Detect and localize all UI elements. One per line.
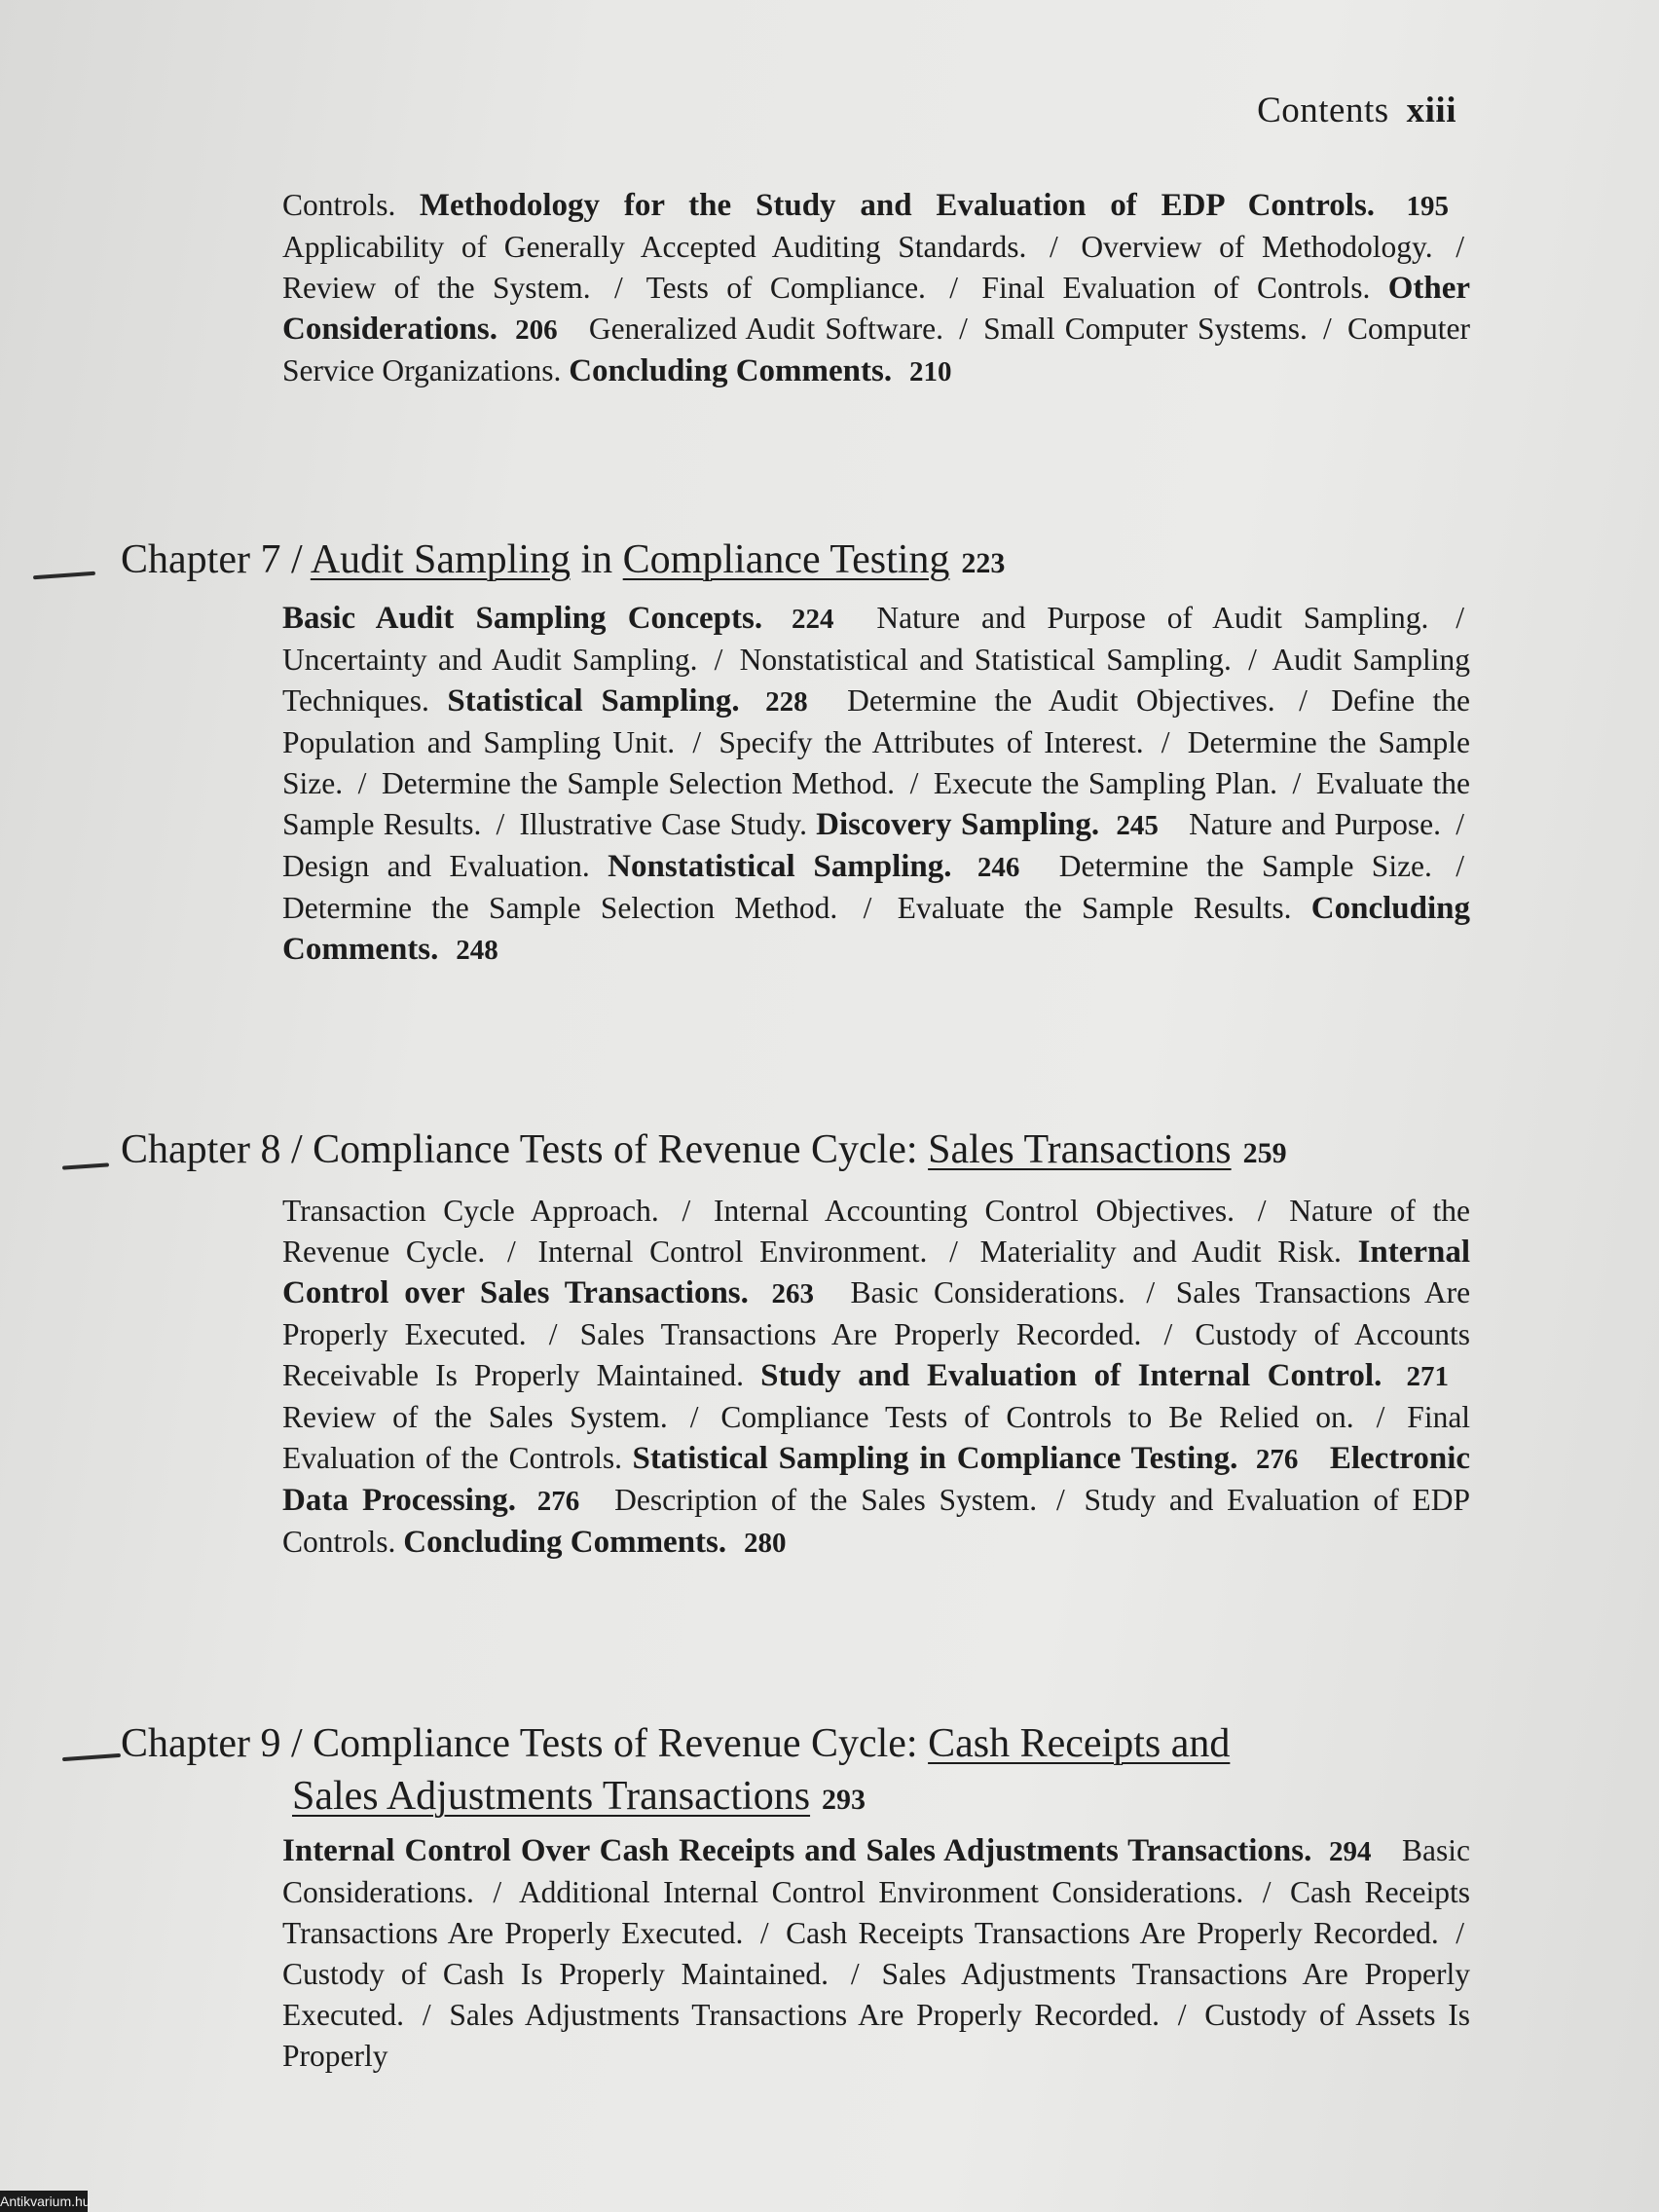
chapter-9-contents xyxy=(282,1830,1470,2077)
topic-entry: Uncertainty and Audit Sampling. xyxy=(282,643,698,677)
entry-separator: / xyxy=(1456,1916,1464,1950)
running-head-page-number: xiii xyxy=(1406,91,1456,130)
page-number: 263 xyxy=(771,1278,814,1309)
section-heading: Statistical Sampling in Compliance Testing. xyxy=(632,1441,1238,1476)
entry-separator: / xyxy=(506,1235,516,1269)
topic-entry: Determine the Sample Size. xyxy=(282,725,1471,800)
chapter-title-part: in xyxy=(571,537,623,582)
chapter-title-part: Audit Sampling xyxy=(310,537,571,582)
topic-entry: Sales Adjustments Transactions Are Properly Recorded. xyxy=(449,1998,1160,2032)
chapter-label: Chapter 9 xyxy=(121,1721,281,1766)
entry-separator: / xyxy=(422,1998,431,2032)
topic-entry: Sales Transactions Are Properly Recorded. xyxy=(579,1317,1142,1351)
topic-entry: Transaction Cycle Approach. xyxy=(282,1194,659,1228)
section-heading: Internal Control over Sales Transactions. xyxy=(282,1235,1471,1310)
section-heading: Basic Audit Sampling Concepts. xyxy=(282,601,763,636)
topic-entry: Basic Considerations. xyxy=(282,1833,1471,1909)
topic-entry: Define the Population and Sampling Unit. xyxy=(282,683,1471,759)
running-head-title: Contents xyxy=(1257,91,1389,130)
entry-separator: / xyxy=(1456,849,1465,883)
topic-entry: Illustrative Case Study. xyxy=(519,807,807,841)
section-heading: Statistical Sampling. xyxy=(447,683,740,719)
entry-separator: / xyxy=(1456,230,1464,264)
topic-entry: Custody of Assets Is Properly xyxy=(282,1998,1471,2073)
chapter-title-part: Compliance Tests of Revenue Cycle: xyxy=(313,1721,929,1766)
entry-separator: / xyxy=(1049,230,1058,264)
topic-entry: Determine the Sample Size. xyxy=(1058,849,1432,883)
watermark: Antikvarium.hu xyxy=(0,2191,88,2212)
topic-entry: Design and Evaluation. xyxy=(282,849,590,883)
topic-entry: Final Evaluation of Controls. xyxy=(981,271,1371,305)
page-number: 276 xyxy=(1255,1444,1299,1475)
entry-separator: / xyxy=(496,807,505,841)
topic-entry: Cash Receipts Transactions Are Properly Recorded. xyxy=(786,1916,1439,1950)
section-heading: Internal Control Over Cash Receipts and Sales Adjustments Transactions. xyxy=(282,1833,1312,1868)
section-heading: Discovery Sampling. xyxy=(816,807,1100,842)
entry-separator: / xyxy=(909,766,919,800)
topic-entry: Description of the Sales System. xyxy=(614,1483,1038,1517)
topic-entry: Tests of Compliance. xyxy=(645,271,926,305)
topic-entry: Final Evaluation of the Controls. xyxy=(282,1400,1471,1475)
topic-entry: Computer Service Organizations. xyxy=(282,312,1470,387)
topic-entry: Review of the System. xyxy=(282,271,591,305)
section-heading: Concluding Comments. xyxy=(282,891,1471,967)
chapter-title-part: Compliance Testing xyxy=(622,537,950,582)
chapter-9-heading xyxy=(121,1717,1484,1826)
entry-separator: / xyxy=(493,1875,502,1909)
topic-entry: Materiality and Audit Risk. xyxy=(979,1235,1342,1269)
chapter-label: Chapter 8 xyxy=(121,1127,281,1172)
page-number: 276 xyxy=(536,1486,580,1517)
chapter-title-part: Sales Transactions xyxy=(928,1127,1232,1172)
section-heading: Methodology for the Study and Evaluation of EDP Controls. xyxy=(419,188,1376,223)
page-number: 245 xyxy=(1116,810,1159,841)
topic-entry: Additional Internal Control Environment Considerations. xyxy=(518,1875,1244,1909)
entry-separator: / xyxy=(1146,1275,1156,1309)
pen-mark-chapter-9 xyxy=(62,1753,121,1761)
topic-entry: Study and Evaluation of EDP Controls. xyxy=(282,1483,1470,1559)
entry-separator: / xyxy=(682,1194,691,1228)
topic-entry: Controls. xyxy=(282,188,396,222)
entry-separator: / xyxy=(548,1317,558,1351)
page-number: 210 xyxy=(908,356,952,387)
topic-entry: Determine the Sample Selection Method. xyxy=(282,891,838,925)
topic-entry: Applicability of Generally Accepted Auditing Standards. xyxy=(282,230,1027,264)
entry-separator: / xyxy=(949,1235,958,1269)
page-number: 248 xyxy=(456,935,498,966)
entry-separator: / xyxy=(1257,1194,1267,1228)
topic-entry: Compliance Tests of Controls to Be Relied on. xyxy=(720,1400,1354,1434)
chapter-slash: / xyxy=(280,1127,313,1172)
entry-separator: / xyxy=(1323,312,1332,346)
entry-separator: / xyxy=(1161,725,1170,759)
chapter-page-number: 223 xyxy=(961,547,1006,579)
page-number: 224 xyxy=(792,604,834,635)
page-number: 294 xyxy=(1328,1836,1372,1867)
section-heading: Study and Evaluation of Internal Control. xyxy=(760,1358,1382,1393)
entry-separator: / xyxy=(863,891,872,925)
topic-entry: Determine the Sample Selection Method. xyxy=(381,766,896,800)
chapter-slash: / xyxy=(280,1721,313,1766)
entry-separator: / xyxy=(1456,807,1464,841)
chapter-page-number: 259 xyxy=(1242,1137,1287,1169)
chapter-8-contents xyxy=(282,1191,1470,1564)
entry-separator: / xyxy=(1248,643,1257,677)
running-head xyxy=(1257,90,1456,131)
topic-entry: Evaluate the Sample Results. xyxy=(282,766,1471,841)
topic-entry: Internal Accounting Control Objectives. xyxy=(713,1194,1235,1228)
entry-separator: / xyxy=(1456,601,1465,635)
topic-entry: Generalized Audit Software. xyxy=(588,312,943,346)
topic-entry: Nonstatistical and Statistical Sampling. xyxy=(739,643,1232,677)
topic-entry: Basic Considerations. xyxy=(850,1275,1125,1309)
chapter-page-number: 293 xyxy=(822,1784,866,1816)
entry-separator: / xyxy=(692,725,702,759)
chapter-title-line-2 xyxy=(121,1770,1484,1826)
entry-separator: / xyxy=(1177,1998,1187,2032)
topic-entry: Review of the Sales System. xyxy=(282,1400,668,1434)
topic-entry: Audit Sampling Techniques. xyxy=(282,643,1471,718)
topic-entry: Sales Adjustments Transactions Are Properly Executed. xyxy=(282,1957,1471,2032)
chapter-7-contents xyxy=(282,598,1470,971)
entry-separator: / xyxy=(614,271,623,305)
chapter-title-part: Compliance Tests of Revenue Cycle: xyxy=(313,1127,929,1172)
entry-separator: / xyxy=(1376,1400,1385,1434)
chapter-title-part: Cash Receipts and xyxy=(928,1721,1231,1766)
topic-entry: Custody of Cash Is Properly Maintained. xyxy=(282,1957,829,1991)
entry-separator: / xyxy=(1055,1483,1065,1517)
entry-separator: / xyxy=(850,1957,860,1991)
chapter-8-heading xyxy=(121,1124,1484,1180)
entry-separator: / xyxy=(759,1916,769,1950)
chapter-slash: / xyxy=(280,537,311,582)
section-heading: Concluding Comments. xyxy=(403,1525,727,1560)
entry-separator: / xyxy=(949,271,959,305)
topic-entry: Evaluate the Sample Results. xyxy=(897,891,1292,925)
topic-entry: Internal Control Environment. xyxy=(537,1235,928,1269)
entry-separator: / xyxy=(357,766,367,800)
continued-contents-block xyxy=(282,185,1470,392)
entry-separator: / xyxy=(959,312,968,346)
page-number: 206 xyxy=(515,314,558,346)
section-heading: Concluding Comments. xyxy=(569,353,893,388)
topic-entry: Determine the Audit Objectives. xyxy=(847,683,1275,718)
topic-entry: Nature and Purpose. xyxy=(1189,807,1442,841)
entry-separator: / xyxy=(1262,1875,1272,1909)
chapter-title-part: Sales Adjustments Transactions xyxy=(292,1774,811,1819)
topic-entry: Execute the Sampling Plan. xyxy=(933,766,1277,800)
entry-separator: / xyxy=(1299,683,1308,718)
topic-entry: Custody of Accounts Receivable Is Properly Maintained. xyxy=(282,1317,1471,1392)
section-heading: Electronic Data Processing. xyxy=(282,1441,1471,1518)
entry-separator: / xyxy=(714,643,723,677)
entry-separator: / xyxy=(1292,766,1302,800)
topic-entry: Cash Receipts Transactions Are Properly Executed. xyxy=(282,1875,1471,1950)
pen-mark-chapter-8 xyxy=(62,1162,109,1169)
topic-entry: Sales Transactions Are Properly Executed. xyxy=(282,1275,1471,1351)
pen-mark-chapter-7 xyxy=(33,571,95,579)
chapter-label: Chapter 7 xyxy=(121,537,281,582)
entry-separator: / xyxy=(1163,1317,1173,1351)
page-number: 246 xyxy=(977,852,1020,883)
entry-separator: / xyxy=(689,1400,699,1434)
topic-entry: Overview of Methodology. xyxy=(1081,230,1433,264)
section-heading: Other Considerations. xyxy=(282,271,1471,347)
section-heading: Nonstatistical Sampling. xyxy=(608,849,952,884)
topic-entry: Nature of the Revenue Cycle. xyxy=(282,1194,1471,1269)
page-number: 271 xyxy=(1406,1361,1449,1392)
topic-entry: Small Computer Systems. xyxy=(983,312,1308,346)
page-number: 195 xyxy=(1406,191,1450,222)
topic-entry: Nature and Purpose of Audit Sampling. xyxy=(876,601,1429,635)
page-number: 228 xyxy=(765,686,808,718)
chapter-7-heading xyxy=(121,534,1484,590)
topic-entry: Specify the Attributes of Interest. xyxy=(719,725,1144,759)
page-number: 280 xyxy=(744,1528,787,1559)
